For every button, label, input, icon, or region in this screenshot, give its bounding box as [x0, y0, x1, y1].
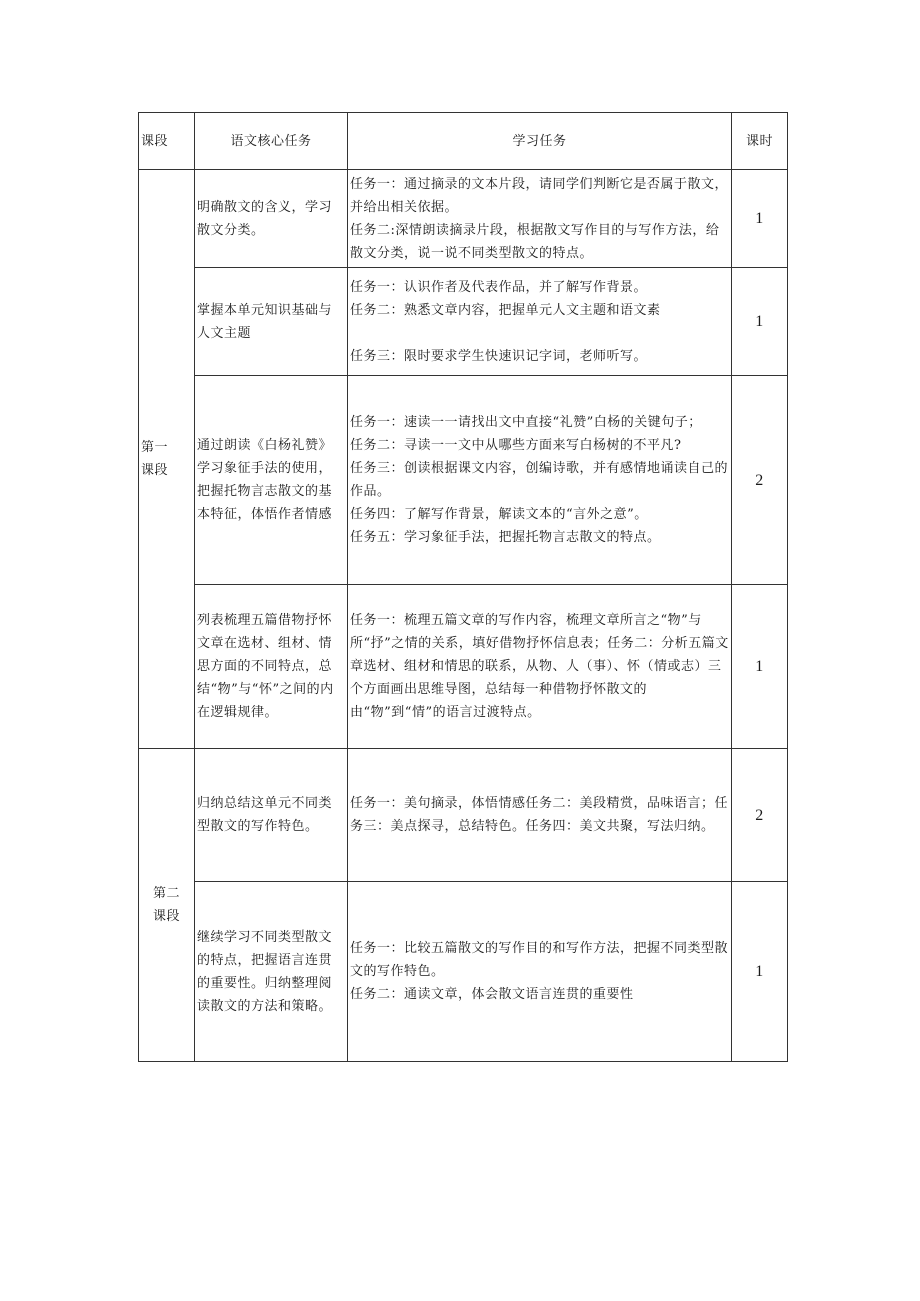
- segment-cell-1: [139, 170, 195, 749]
- task-item: 任务一：认识作者及代表作品，并了解写作背景。: [350, 279, 648, 295]
- task-item: 任务二：寻读一一文中从哪些方面来写白杨树的不平凡?: [350, 438, 682, 453]
- table-row: [139, 268, 788, 376]
- table-header-row: [139, 113, 788, 170]
- hours-cell: 2: [732, 749, 788, 882]
- task-item: 任务四：了解写作背景，解读文本的“言外之意”。: [350, 507, 648, 522]
- header-learning-tasks: 学习任务: [348, 113, 732, 170]
- core-task-cell: [195, 268, 348, 376]
- task-item: 任务一：美句摘录，体悟情感任务二：美段精赏，品味语言；任务三：美点探寻，总结特色。任务四：美文共聚，写法归纳。: [350, 796, 729, 834]
- core-task-text: 列表梳理五篇借物抒怀文章在选材、组材、情思方面的不同特点，总结“物”与“怀”之间的内在逻辑规律。: [197, 613, 334, 720]
- core-task-text: 掌握本单元知识基础与人文主题: [197, 302, 333, 341]
- task-item: 任务一：通过摘录的文本片段，请同学们判断它是否属于散文，并给出相关依据。: [350, 176, 729, 215]
- header-segment: 课段: [139, 113, 195, 170]
- core-task-cell: [195, 749, 348, 882]
- segment-cell-2: [139, 749, 195, 1062]
- hours-cell: 1: [732, 882, 788, 1062]
- segment-label: 第二课段: [152, 886, 180, 924]
- core-task-cell: [195, 376, 348, 585]
- learning-task-cell: [348, 882, 732, 1062]
- core-task-cell: [195, 882, 348, 1062]
- task-item: 任务三：创读根据课文内容，创编诗歌，并有感情地诵读自己的作品。: [350, 461, 729, 499]
- hours-cell: 1: [732, 268, 788, 376]
- task-item: 任务二:深情朗读摘录片段，根据散文写作目的与写作方法，给散文分类，说一说不同类型散文的特点。: [350, 222, 720, 261]
- hours-cell: 2: [732, 376, 788, 585]
- core-task-text: 通过朗读《白杨礼赞》学习象征手法的使用，把握托物言志散文的基本特征，体悟作者情感: [197, 438, 333, 522]
- learning-task-cell: [348, 376, 732, 585]
- task-item: 任务二：熟悉文章内容，把握单元人文主题和语文素: [350, 302, 661, 318]
- learning-task-cell: [348, 585, 732, 749]
- task-item: 任务一：梳理五篇文章的写作内容，梳理文章所言之“物”与所“抒”之情的关系，填好借物抒怀信息表；任务二：分析五篇文章选材、组材和情思的联系，从物、人（事）、怀（情或志）三个方面画出思维导图，总结每一种借物抒怀散文的由“物”到“情”的语言过渡特点。: [350, 613, 729, 720]
- table-row: [139, 170, 788, 268]
- task-item: 任务三：限时要求学生快速识记字词，老师听写。: [350, 348, 648, 364]
- lesson-plan-table: [138, 112, 788, 1062]
- table-row: [139, 749, 788, 882]
- task-item: 任务二：通读文章，体会散文语言连贯的重要性: [350, 987, 634, 1002]
- table-row: [139, 376, 788, 585]
- hours-cell: 1: [732, 585, 788, 749]
- task-item: 任务一：比较五篇散文的写作目的和写作方法，把握不同类型散文的写作特色。: [350, 941, 729, 979]
- table-row: [139, 585, 788, 749]
- table-row: [139, 882, 788, 1062]
- core-task-text: 明确散文的含义，学习散文分类。: [197, 199, 333, 238]
- task-item: 任务一：速读一一请找出文中直接“礼赞”白杨的关键句子；: [350, 415, 702, 430]
- learning-task-cell: [348, 170, 732, 268]
- segment-label: 第一课段: [141, 440, 169, 478]
- header-core-task: 语文核心任务: [195, 113, 348, 170]
- core-task-cell: [195, 585, 348, 749]
- header-hours: 课时: [732, 113, 788, 170]
- learning-task-cell: [348, 749, 732, 882]
- hours-cell: 1: [732, 170, 788, 268]
- core-task-cell: [195, 170, 348, 268]
- core-task-text: 归纳总结这单元不同类型散文的写作特色。: [197, 796, 333, 834]
- learning-task-cell: [348, 268, 732, 376]
- task-item: 任务五：学习象征手法，把握托物言志散文的特点。: [350, 530, 661, 545]
- core-task-text: 继续学习不同类型散文的特点，把握语言连贯的重要性。归纳整理阅读散文的方法和策略。: [197, 929, 333, 1014]
